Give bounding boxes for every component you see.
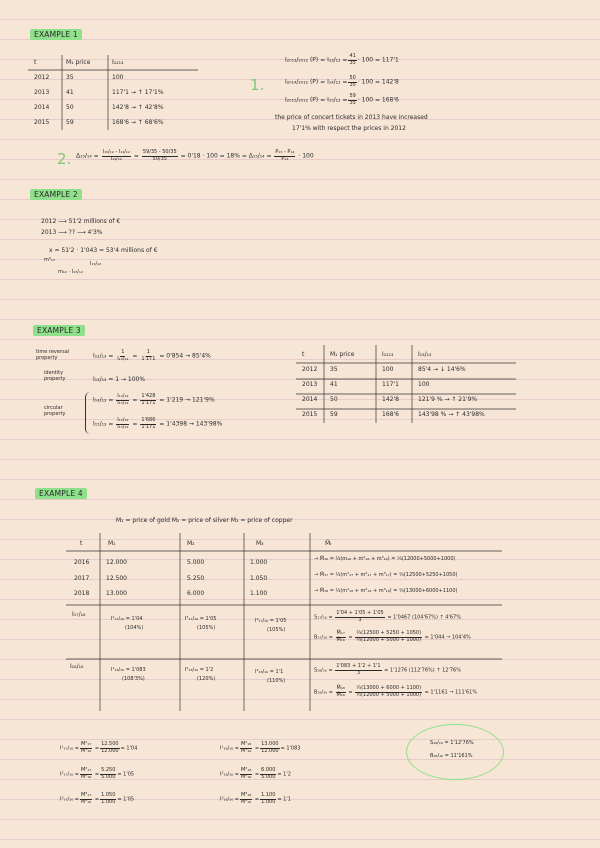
calc-line: I¹₁₇/₁₆ = $\frac{\text{M¹₁₇}}{\text{M¹₁₆}}$ = $\frac{12.500}{12.000}$ = 1'04 xyxy=(60,741,138,754)
table-row: 2015 59 168'6 143'98 % → ↑ 43'98% xyxy=(302,411,485,418)
s-formula: S₁₈/₁₆ = $\frac{1'083 + 1'2 + 1'1}{3}$ = 1'1276 (112'76%) ↑ 12'76% xyxy=(314,663,461,676)
table-row: 2013 41 117'1 → ↑ 17'1% xyxy=(34,89,164,96)
cell: → M̄₁₆ = ⅓(m₁₆ + m²₁₆ + m³₁₆) = ⅓(12000+5000+1000) xyxy=(314,556,456,562)
example-3-table xyxy=(298,347,489,422)
row-label: I₁₈/₁₆ xyxy=(70,663,84,670)
table-header: M̄ₜ xyxy=(325,540,332,547)
calc-line: I³₁₈/₁₆ = $\frac{\text{M³₁₈}}{\text{M³₁₆}}$ = $\frac{1.100}{1.000}$ = 1'1 xyxy=(220,792,291,805)
table-header: t xyxy=(34,59,37,66)
ex2-line: x = 51'2 · 1'043 = 53'4 millions of € xyxy=(49,247,158,254)
table-header: t xyxy=(80,540,83,547)
cell: (120%) xyxy=(197,676,216,682)
example-1-label: EXAMPLE 1 xyxy=(30,29,82,40)
example-1-table xyxy=(30,55,168,130)
cell: I²₁₈/₁₆ = 1'2 xyxy=(185,667,214,673)
index-line: I₂₀₁₃/₂₀₁₂ (P) = I₁₃/₁₂ = $\frac{41}{35}$ · 100 = 117'1 xyxy=(285,53,399,66)
ex2-line: 2013 ⟶ ?? ⟶ 4'3% xyxy=(41,229,103,236)
cell: I¹₁₇/₁₆ = 1'04 xyxy=(111,616,143,622)
part-1-number: 1. xyxy=(250,76,265,94)
cell: 12.500 xyxy=(106,575,127,582)
cell: 1.100 xyxy=(250,590,268,597)
table-row: 2013 41 117'1 100 xyxy=(302,381,430,388)
cell: (104%) xyxy=(125,625,144,631)
cell: (105%) xyxy=(197,625,216,631)
example-2-label: EXAMPLE 2 xyxy=(30,189,82,200)
cell: 5.250 xyxy=(187,575,205,582)
table-row: 2014 50 142'8 → ↑ 42'8% xyxy=(34,104,164,111)
brace xyxy=(85,392,90,434)
cell: I¹₁₈/₁₆ = 1'083 xyxy=(111,667,146,673)
cell: 5.000 xyxy=(187,559,205,566)
ex2-annotation: m⁰₁₃ xyxy=(44,257,55,263)
cell: 2016 xyxy=(74,559,90,566)
table-header: I₁₃/₁₃ xyxy=(418,351,432,358)
ex3-formula: I₁₅/₁₃ = $\frac{\text{I₁₅/₁₂}}{\text{I₁₃/₁₂}}$ = $\frac{1'686}{1'171}$ = 1'4398 → 143'98% xyxy=(93,417,223,430)
cell: → M̄₁₈ = ⅓(m¹₁₈ + m²₁₈ + m³₁₈) = ⅓(13000+6000+1100) xyxy=(314,588,458,594)
table-header: I₁₂₁₃ xyxy=(382,351,394,358)
cell: 13.000 xyxy=(106,590,127,597)
table-header: M₃ xyxy=(256,540,264,547)
table-row: 2015 59 168'6 → ↑ 68'6% xyxy=(34,119,164,126)
ex3-formula: I₁₄/₁₃ = $\frac{\text{I₁₄/₁₂}}{\text{I₁₃/₁₂}}$ = $\frac{1'428}{1'171}$ = 1'219 → 121'9% xyxy=(93,393,215,406)
table-header: M₁ xyxy=(108,540,116,547)
property-label: circular property xyxy=(44,405,66,417)
calc-line: I³₁₇/₁₆ = $\frac{\text{M³₁₇}}{\text{M³₁₆}}$ = $\frac{1.050}{1.000}$ = 1'05 xyxy=(60,792,135,805)
cell: I²₁₇/₁₆ = 1'05 xyxy=(185,616,217,622)
table-header: I₁₂₁₃ xyxy=(112,59,124,66)
circled-result: S₁₈/₁₆ = 1'12'76% xyxy=(430,740,474,746)
cell: I³₁₇/₁₆ = 1'05 xyxy=(255,618,287,624)
example-3-label: EXAMPLE 3 xyxy=(33,325,85,336)
cell: 12.000 xyxy=(106,559,127,566)
part-2-number: 2. xyxy=(57,150,72,168)
s-formula: S₁₇/₁₆ = $\frac{1'04 + 1'05 + 1'05}{3}$ = 1'0467 (104'67%) ↑ 4'67% xyxy=(314,610,461,623)
table-row: 2014 50 142'8 121'9 % → ↑ 21'9% xyxy=(302,396,478,403)
cell: 6.000 xyxy=(187,590,205,597)
index-line: I₂₀₁₅/₂₀₁₂ (P) = I₁₅/₁₂ = $\frac{59}{35}$ · 100 = 168'6 xyxy=(285,93,399,106)
note-line: the price of concert tickets in 2013 have increased xyxy=(275,114,428,121)
cell: 1.050 xyxy=(250,575,268,582)
cell: → M̄₁₇ = ⅓(m¹₁₇ + m²₁₇ + m³₁₇) = ⅓(12500+5250+1050) xyxy=(314,572,458,578)
row-label: I₁₇/₁₆ xyxy=(72,611,86,618)
index-line: I₂₀₁₄/₂₀₁₂ (P) = I₁₄/₁₂ = $\frac{50}{35}$ · 100 = 142'8 xyxy=(285,75,399,88)
property-label: identity property xyxy=(44,370,66,382)
cell: (105%) xyxy=(267,627,286,633)
calc-line: I¹₁₈/₁₆ = $\frac{\text{M¹₁₈}}{\text{M¹₁₆}}$ = $\frac{13.000}{12.000}$ = 1'083 xyxy=(220,741,301,754)
result-circle xyxy=(406,724,504,780)
b-formula: B₁₇/₁₆ = $\frac{\text{M̄₁₇}}{\text{M̄₁₆}}$ = $\frac{\text{⅓(12500 + 5250 + 1050)}}{\text{⅓(12000 + 5000 + 1000)}}$ = 1'044 → 104'4% xyxy=(314,630,471,643)
calc-line: I²₁₇/₁₆ = $\frac{\text{M²₁₇}}{\text{M²₁₆}}$ = $\frac{5.250}{5.000}$ = 1'05 xyxy=(60,767,135,780)
ex3-formula: I₁₃/₁₃ = 1 → 100% xyxy=(93,376,146,383)
cell: I³₁₈/₁₆ = 1'1 xyxy=(255,669,284,675)
cell: 2017 xyxy=(74,575,90,582)
note-line: 17'1% with respect the prices in 2012 xyxy=(292,125,406,132)
ex2-annotation: I₁₃/₁₂ xyxy=(90,261,102,267)
ex2-annotation: m₁₂ · I₁₃/₁₂ xyxy=(58,269,83,275)
b-formula: B₁₈/₁₆ = $\frac{\text{M̄₁₈}}{\text{M̄₁₆}}$ = $\frac{\text{⅓(13000 + 6000 + 1100)}}{\text{⅓(12000 + 5000 + 1000)}}$ = 1'1161 → 111'61% xyxy=(314,685,478,698)
cell: 1.000 xyxy=(250,559,268,566)
table-header: M₁ price xyxy=(330,351,355,358)
property-label: time reversal property xyxy=(36,349,70,361)
ex4-definitions: M₁ = price of gold M₂ = price of silver M₃ = price of copper xyxy=(116,517,293,524)
part-2-formula: Δ₁₅/₁₄ = $\frac{\text{I₁₅/₁₂ - I₁₄/₁₂}}{\text{I₁₄/₁₂}}$ = $\frac{59/35 - 50/35}{50/35}$ = 0'18 · 100 = 18% = Δ₁₅/₁₄ = $\frac{\text{P₁₅ - P₁₄}}{\text{P₁₄}}$ · 100 xyxy=(76,149,314,162)
table-header: t xyxy=(302,351,305,358)
cell: (110%) xyxy=(267,678,286,684)
table-row: 2012 35 100 xyxy=(34,74,124,81)
ex2-line: 2012 ⟶ 51'2 millions of € xyxy=(41,218,121,225)
table-header: M₂ xyxy=(187,540,195,547)
cell: 2018 xyxy=(74,590,90,597)
cell: (108'3%) xyxy=(122,676,145,682)
circled-result: B₁₈/₁₆ = 11'161% xyxy=(430,753,473,759)
table-row: 2012 35 100 85'4 → ↓ 14'6% xyxy=(302,366,466,373)
example-4-label: EXAMPLE 4 xyxy=(35,488,87,499)
table-header: M₁ price xyxy=(66,59,91,66)
ex3-formula: I₁₂/₁₃ = $\frac{1}{\text{I₁₃/₁₂}}$ = $\frac{1}{1'171}$ = 0'854 → 85'4% xyxy=(93,349,211,362)
calc-line: I²₁₈/₁₆ = $\frac{\text{M²₁₈}}{\text{M²₁₆}}$ = $\frac{6.000}{5.000}$ = 1'2 xyxy=(220,767,291,780)
